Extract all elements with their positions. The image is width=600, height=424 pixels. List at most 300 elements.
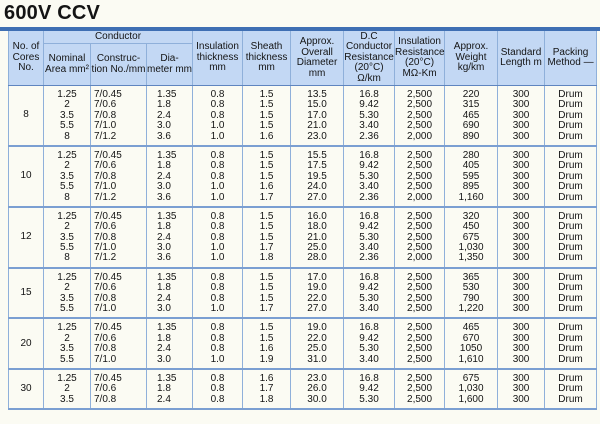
construction-value: 7/0.6 — [94, 160, 117, 172]
insulation-thickness-value: 1.0 — [210, 252, 225, 264]
weight-value: 690 — [462, 120, 480, 132]
overall-diameter-cell — [291, 318, 344, 369]
table-row — [9, 369, 597, 409]
table-row — [9, 146, 597, 207]
sheath-thickness-cell — [243, 146, 291, 207]
construction-cell — [91, 86, 147, 146]
sheath-thickness-value: 1.8 — [259, 252, 274, 264]
diameter-value: 1.35 — [157, 372, 177, 384]
packing-method-value: Drum — [558, 191, 583, 203]
sheath-thickness-cell — [243, 369, 291, 409]
sheath-thickness-value: 1.5 — [259, 149, 274, 161]
insulation-resistance-value: 2,500 — [407, 109, 433, 121]
sheath-thickness-value: 1.5 — [259, 170, 274, 182]
packing-method-value: Drum — [558, 109, 583, 121]
overall-diameter-cell — [291, 268, 344, 319]
header-construction: Construc- tion No./mm — [91, 44, 147, 86]
construction-value: 7/0.6 — [94, 383, 117, 395]
dc-resistance-value: 3.40 — [359, 303, 379, 315]
sheath-thickness-value: 1.5 — [259, 322, 274, 334]
sheath-thickness-value: 1.7 — [259, 383, 274, 395]
insulation-resistance-value: 2,500 — [407, 393, 433, 405]
diameter-value: 3.0 — [157, 353, 171, 365]
sheath-thickness-value: 1.7 — [259, 191, 274, 203]
construction-value: 7/0.8 — [94, 292, 117, 304]
sheath-thickness-value: 1.5 — [259, 210, 274, 222]
insulation-resistance-value: 2,500 — [407, 372, 433, 384]
standard-length-value: 300 — [512, 252, 530, 264]
diameter-cell — [147, 318, 193, 369]
overall-diameter-value: 13.5 — [307, 89, 327, 100]
packing-method-value: Drum — [558, 292, 583, 304]
construction-value: 7/1.0 — [94, 120, 117, 132]
nominal-area-value: 1.25 — [57, 210, 77, 222]
nominal-area-value: 2 — [64, 282, 70, 294]
weight-value: 315 — [462, 99, 480, 111]
insulation-resistance-cell — [395, 268, 445, 319]
insulation-thickness-value: 0.8 — [210, 282, 225, 294]
overall-diameter-value: 26.0 — [307, 383, 327, 395]
dc-resistance-value: 9.42 — [359, 383, 379, 395]
weight-value: 1,030 — [458, 242, 484, 254]
nominal-area-value: 5.5 — [60, 353, 74, 365]
weight-value: 1,600 — [458, 393, 484, 405]
sheath-thickness-value: 1.5 — [259, 109, 274, 121]
diameter-value: 3.6 — [157, 191, 171, 203]
construction-value: 7/1.0 — [94, 303, 117, 315]
insulation-resistance-value: 2,500 — [407, 322, 433, 334]
dc-resistance-value: 16.8 — [359, 89, 379, 100]
packing-method-value: Drum — [558, 170, 583, 182]
overall-diameter-value: 28.0 — [307, 252, 327, 264]
diameter-value: 2.4 — [157, 393, 171, 405]
dc-resistance-value: 16.8 — [359, 322, 379, 334]
construction-value: 7/0.45 — [94, 89, 122, 100]
packing-method-value: Drum — [558, 353, 583, 365]
diameter-value: 2.4 — [157, 231, 171, 243]
cores-cell: 20 — [9, 318, 44, 369]
standard-length-value: 300 — [512, 332, 530, 344]
overall-diameter-value: 15.0 — [307, 99, 327, 111]
insulation-thickness-value: 0.8 — [210, 393, 225, 405]
dc-resistance-cell — [344, 268, 395, 319]
nominal-area-value: 3.5 — [60, 109, 74, 121]
nominal-area-cell — [44, 146, 91, 207]
nominal-area-value: 2 — [64, 221, 70, 233]
weight-value: 220 — [462, 89, 480, 100]
weight-cell — [445, 146, 498, 207]
diameter-value: 1.35 — [157, 271, 177, 283]
nominal-area-value: 1.25 — [57, 149, 77, 161]
dc-resistance-value: 16.8 — [359, 372, 379, 384]
insulation-resistance-value: 2,500 — [407, 242, 433, 254]
dc-resistance-value: 9.42 — [359, 221, 379, 233]
diameter-cell — [147, 146, 193, 207]
header-overall-diameter: Approx. Overall Diameter mm — [291, 31, 344, 86]
insulation-thickness-cell — [193, 86, 243, 146]
standard-length-value: 300 — [512, 99, 530, 111]
standard-length-value: 300 — [512, 282, 530, 294]
construction-value: 7/0.45 — [94, 271, 122, 283]
table-row — [9, 318, 597, 369]
packing-method-value: Drum — [558, 181, 583, 193]
standard-length-value: 300 — [512, 353, 530, 365]
insulation-thickness-value: 0.8 — [210, 160, 225, 172]
standard-length-value: 300 — [512, 120, 530, 132]
table-row — [9, 86, 597, 146]
weight-cell — [445, 207, 498, 268]
cores-cell: 15 — [9, 268, 44, 319]
insulation-resistance-value: 2,000 — [407, 191, 433, 203]
dc-resistance-value: 5.30 — [359, 343, 379, 355]
insulation-thickness-value: 0.8 — [210, 149, 225, 161]
sheath-thickness-value: 1.6 — [259, 343, 274, 355]
packing-method-value: Drum — [558, 252, 583, 264]
sheath-thickness-value: 1.7 — [259, 303, 274, 315]
sheath-thickness-value: 1.5 — [259, 231, 274, 243]
weight-value: 1,610 — [458, 353, 484, 365]
dc-resistance-value: 9.42 — [359, 332, 379, 344]
packing-method-value: Drum — [558, 99, 583, 111]
nominal-area-value: 5.5 — [60, 120, 74, 132]
overall-diameter-value: 18.0 — [307, 221, 327, 233]
standard-length-cell — [498, 268, 545, 319]
nominal-area-value: 2 — [64, 332, 70, 344]
header-weight: Approx. Weight kg/km — [445, 31, 498, 86]
standard-length-value: 300 — [512, 160, 530, 172]
sheath-thickness-value: 1.5 — [259, 271, 274, 283]
standard-length-value: 300 — [512, 292, 530, 304]
weight-value: 1,160 — [458, 191, 484, 203]
sheath-thickness-value: 1.6 — [259, 130, 274, 142]
overall-diameter-cell — [291, 86, 344, 146]
weight-value: 450 — [462, 221, 480, 233]
standard-length-value: 300 — [512, 242, 530, 254]
overall-diameter-value: 19.0 — [307, 282, 327, 294]
diameter-value: 3.6 — [157, 252, 171, 264]
weight-value: 595 — [462, 170, 480, 182]
weight-value: 320 — [462, 210, 480, 222]
sheath-thickness-cell — [243, 268, 291, 319]
header-cores: No. of Cores No. — [9, 31, 44, 86]
packing-method-value: Drum — [558, 242, 583, 254]
weight-value: 405 — [462, 160, 480, 172]
nominal-area-value: 2 — [64, 99, 70, 111]
weight-value: 465 — [462, 109, 480, 121]
overall-diameter-value: 21.0 — [307, 231, 327, 243]
dc-resistance-value: 3.40 — [359, 242, 379, 254]
insulation-thickness-value: 0.8 — [210, 109, 225, 121]
packing-method-value: Drum — [558, 393, 583, 405]
table-body — [9, 86, 597, 410]
insulation-resistance-cell — [395, 146, 445, 207]
overall-diameter-value: 30.0 — [307, 393, 327, 405]
insulation-resistance-value: 2,000 — [407, 252, 433, 264]
diameter-value: 3.0 — [157, 120, 171, 132]
nominal-area-value: 3.5 — [60, 343, 74, 355]
dc-resistance-value: 16.8 — [359, 149, 379, 161]
construction-cell — [91, 268, 147, 319]
overall-diameter-value: 16.0 — [307, 210, 327, 222]
sheath-thickness-value: 1.5 — [259, 160, 274, 172]
overall-diameter-cell — [291, 207, 344, 268]
standard-length-value: 300 — [512, 130, 530, 142]
weight-value: 675 — [462, 372, 480, 384]
overall-diameter-value: 17.0 — [307, 271, 327, 283]
sheath-thickness-value: 1.5 — [259, 120, 274, 132]
weight-value: 465 — [462, 322, 480, 334]
insulation-resistance-cell — [395, 207, 445, 268]
overall-diameter-value: 27.0 — [307, 191, 327, 203]
weight-cell — [445, 86, 498, 146]
diameter-value: 1.35 — [157, 89, 177, 100]
diameter-cell — [147, 268, 193, 319]
nominal-area-value: 5.5 — [60, 242, 74, 254]
nominal-area-value: 8 — [64, 130, 70, 142]
construction-value: 7/0.6 — [94, 99, 117, 111]
sheath-thickness-value: 1.6 — [259, 372, 274, 384]
insulation-resistance-value: 2,000 — [407, 130, 433, 142]
insulation-thickness-value: 1.0 — [210, 120, 225, 132]
overall-diameter-value: 23.0 — [307, 372, 327, 384]
packing-method-value: Drum — [558, 332, 583, 344]
packing-method-value: Drum — [558, 160, 583, 172]
diameter-value: 1.8 — [157, 282, 171, 294]
sheath-thickness-cell — [243, 86, 291, 146]
dc-resistance-value: 9.42 — [359, 282, 379, 294]
packing-method-value: Drum — [558, 383, 583, 395]
header-standard-length: Standard Length m — [498, 31, 545, 86]
standard-length-value: 300 — [512, 271, 530, 283]
insulation-thickness-value: 1.0 — [210, 181, 225, 193]
diameter-value: 1.35 — [157, 149, 177, 161]
construction-value: 7/0.8 — [94, 109, 117, 121]
standard-length-value: 300 — [512, 149, 530, 161]
insulation-thickness-value: 0.8 — [210, 221, 225, 233]
standard-length-value: 300 — [512, 303, 530, 315]
construction-value: 7/1.0 — [94, 242, 117, 254]
nominal-area-value: 8 — [64, 191, 70, 203]
dc-resistance-cell — [344, 146, 395, 207]
weight-value: 365 — [462, 271, 480, 283]
insulation-thickness-cell — [193, 318, 243, 369]
insulation-thickness-value: 0.8 — [210, 89, 225, 100]
diameter-value: 1.8 — [157, 160, 171, 172]
nominal-area-value: 2 — [64, 160, 70, 172]
packing-method-cell — [545, 207, 597, 268]
packing-method-cell — [545, 146, 597, 207]
insulation-resistance-cell — [395, 369, 445, 409]
dc-resistance-value: 2.36 — [359, 252, 379, 264]
construction-value: 7/1.0 — [94, 181, 117, 193]
nominal-area-value: 5.5 — [60, 181, 74, 193]
standard-length-value: 300 — [512, 89, 530, 100]
sheath-thickness-value: 1.8 — [259, 393, 274, 405]
dc-resistance-value: 5.30 — [359, 393, 379, 405]
weight-cell — [445, 268, 498, 319]
construction-value: 7/0.45 — [94, 372, 122, 384]
insulation-resistance-value: 2,500 — [407, 221, 433, 233]
sheath-thickness-value: 1.6 — [259, 181, 274, 193]
diameter-value: 2.4 — [157, 109, 171, 121]
nominal-area-value: 5.5 — [60, 303, 74, 315]
insulation-resistance-cell — [395, 318, 445, 369]
diameter-value: 3.6 — [157, 130, 171, 142]
diameter-cell — [147, 207, 193, 268]
overall-diameter-value: 17.0 — [307, 109, 327, 121]
standard-length-value: 300 — [512, 170, 530, 182]
insulation-resistance-value: 2,500 — [407, 89, 433, 100]
standard-length-value: 300 — [512, 343, 530, 355]
insulation-resistance-value: 2,500 — [407, 120, 433, 132]
dc-resistance-value: 5.30 — [359, 292, 379, 304]
nominal-area-cell — [44, 369, 91, 409]
insulation-thickness-value: 0.8 — [210, 271, 225, 283]
overall-diameter-value: 31.0 — [307, 353, 327, 365]
dc-resistance-cell — [344, 207, 395, 268]
dc-resistance-value: 5.30 — [359, 109, 379, 121]
dc-resistance-value: 9.42 — [359, 99, 379, 111]
insulation-thickness-value: 1.0 — [210, 303, 225, 315]
sheath-thickness-value: 1.5 — [259, 221, 274, 233]
construction-cell — [91, 369, 147, 409]
cores-cell: 12 — [9, 207, 44, 268]
cores-cell: 30 — [9, 369, 44, 409]
overall-diameter-value: 25.0 — [307, 343, 327, 355]
overall-diameter-value: 25.0 — [307, 242, 327, 254]
construction-value: 7/1.2 — [94, 191, 117, 203]
construction-cell — [91, 207, 147, 268]
overall-diameter-value: 22.0 — [307, 292, 327, 304]
construction-cell — [91, 318, 147, 369]
sheath-thickness-value: 1.9 — [259, 353, 274, 365]
construction-value: 7/1.2 — [94, 130, 117, 142]
sheath-thickness-cell — [243, 318, 291, 369]
construction-value: 7/0.45 — [94, 149, 122, 161]
nominal-area-value: 8 — [64, 252, 70, 264]
weight-value: 670 — [462, 332, 480, 344]
diameter-value: 1.8 — [157, 332, 171, 344]
insulation-thickness-value: 0.8 — [210, 343, 225, 355]
dc-resistance-value: 3.40 — [359, 353, 379, 365]
overall-diameter-value: 23.0 — [307, 130, 327, 142]
weight-value: 675 — [462, 231, 480, 243]
dc-resistance-value: 2.36 — [359, 191, 379, 203]
sheath-thickness-value: 1.5 — [259, 292, 274, 304]
insulation-resistance-value: 2,500 — [407, 332, 433, 344]
standard-length-value: 300 — [512, 221, 530, 233]
header-packing-method: Packing Method — — [545, 31, 597, 86]
nominal-area-value: 1.25 — [57, 271, 77, 283]
packing-method-value: Drum — [558, 282, 583, 294]
weight-cell — [445, 318, 498, 369]
insulation-thickness-cell — [193, 369, 243, 409]
weight-value: 280 — [462, 149, 480, 161]
diameter-value: 2.4 — [157, 343, 171, 355]
standard-length-cell — [498, 369, 545, 409]
sheath-thickness-value: 1.5 — [259, 89, 274, 100]
dc-resistance-value: 9.42 — [359, 160, 379, 172]
diameter-value: 1.35 — [157, 210, 177, 222]
cores-cell: 10 — [9, 146, 44, 207]
packing-method-value: Drum — [558, 130, 583, 142]
header-dc-resistance: D.C Conductor Resistance (20°C) Ω/km — [344, 30, 394, 84]
weight-value: 1,030 — [458, 383, 484, 395]
overall-diameter-value: 19.0 — [307, 322, 327, 334]
insulation-thickness-value: 0.8 — [210, 372, 225, 384]
insulation-thickness-value: 1.0 — [210, 191, 225, 203]
diameter-cell — [147, 86, 193, 146]
diameter-value: 1.8 — [157, 221, 171, 233]
diameter-value: 1.8 — [157, 383, 171, 395]
construction-cell — [91, 146, 147, 207]
packing-method-cell — [545, 86, 597, 146]
overall-diameter-value: 21.0 — [307, 120, 327, 132]
construction-value: 7/0.8 — [94, 393, 117, 405]
overall-diameter-value: 27.0 — [307, 303, 327, 315]
packing-method-value: Drum — [558, 372, 583, 384]
weight-value: 895 — [462, 181, 480, 193]
header-sheath-thickness: Sheath thickness mm — [243, 31, 291, 86]
construction-value: 7/1.2 — [94, 252, 117, 264]
sheath-thickness-value: 1.5 — [259, 332, 274, 344]
packing-method-cell — [545, 268, 597, 319]
dc-resistance-cell — [344, 318, 395, 369]
nominal-area-cell — [44, 268, 91, 319]
nominal-area-value: 2 — [64, 383, 70, 395]
insulation-resistance-value: 2,500 — [407, 181, 433, 193]
overall-diameter-value: 22.0 — [307, 332, 327, 344]
insulation-thickness-value: 0.8 — [210, 322, 225, 334]
nominal-area-value: 3.5 — [60, 292, 74, 304]
insulation-resistance-value: 2,500 — [407, 343, 433, 355]
insulation-resistance-cell — [395, 86, 445, 146]
standard-length-value: 300 — [512, 210, 530, 222]
insulation-thickness-value: 0.8 — [210, 383, 225, 395]
construction-value: 7/0.6 — [94, 282, 117, 294]
insulation-resistance-value: 2,500 — [407, 271, 433, 283]
weight-value: 1,220 — [458, 303, 484, 315]
construction-value: 7/1.0 — [94, 353, 117, 365]
packing-method-value: Drum — [558, 89, 583, 100]
header-nominal-area: Nominal Area mm² — [44, 44, 91, 86]
nominal-area-value: 1.25 — [57, 89, 77, 100]
packing-method-value: Drum — [558, 231, 583, 243]
insulation-resistance-value: 2,500 — [407, 383, 433, 395]
nominal-area-cell — [44, 318, 91, 369]
weight-value: 1050 — [459, 343, 483, 355]
header-conductor: Conductor — [44, 31, 193, 44]
packing-method-value: Drum — [558, 149, 583, 161]
standard-length-value: 300 — [512, 372, 530, 384]
construction-value: 7/0.8 — [94, 170, 117, 182]
weight-cell — [445, 369, 498, 409]
standard-length-value: 300 — [512, 322, 530, 334]
insulation-thickness-value: 1.0 — [210, 353, 225, 365]
construction-value: 7/0.45 — [94, 322, 122, 334]
insulation-resistance-value: 2,500 — [407, 353, 433, 365]
weight-value: 530 — [462, 282, 480, 294]
insulation-resistance-value: 2,500 — [407, 231, 433, 243]
insulation-resistance-value: 2,500 — [407, 149, 433, 161]
diameter-value: 2.4 — [157, 292, 171, 304]
standard-length-value: 300 — [512, 191, 530, 203]
standard-length-cell — [498, 86, 545, 146]
weight-value: 890 — [462, 130, 480, 142]
diameter-value: 3.0 — [157, 181, 171, 193]
table-row — [9, 207, 597, 268]
overall-diameter-value: 17.5 — [307, 160, 327, 172]
